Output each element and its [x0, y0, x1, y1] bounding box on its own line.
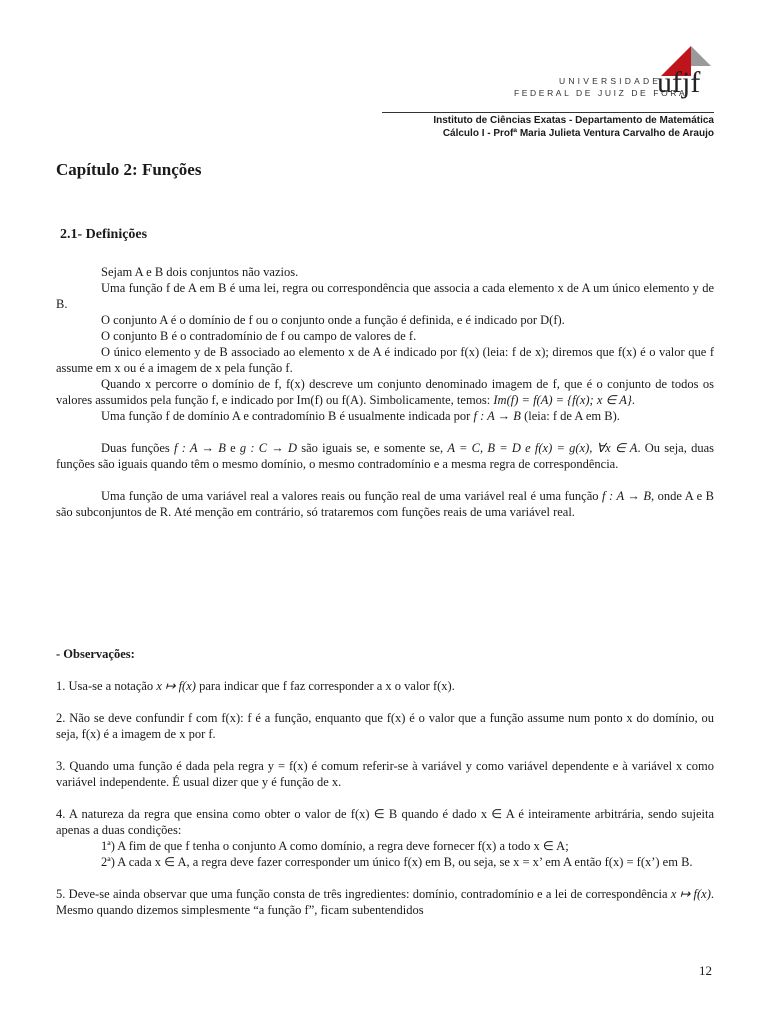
function-f-notation: f : A → B [174, 441, 226, 455]
logo-university-text: UNIVERSIDADE [559, 76, 662, 86]
image-formula: Im(f) = f(A) = {f(x); x ∈ A} [493, 393, 632, 407]
definition-paragraph: Duas funções f : A → B e g : C → D são iguais se, e somente se, A = C, B = D e f(x) = g(x), ∀x ∈ A. Ou seja, duas funções são iguais quando têm o mesmo domínio, o mesmo contradomínio e a mesma regra de correspondência. [56, 441, 714, 471]
header-info [433, 114, 714, 140]
definition-paragraph: Uma função f de A em B é uma lei, regra ou correspondência que associa a cada elemento x de A um único elemento y de B. [56, 281, 714, 311]
observation-item: 2. Não se deve confundir f com f(x): f é a função, enquanto que f(x) é o valor que a função assume num ponto x do domínio, ou seja, f(x) é a imagem de x por f. [56, 711, 714, 741]
definitions-text [56, 264, 714, 520]
university-logo [505, 44, 735, 104]
definition-paragraph: O único elemento y de B associado ao elemento x de A é indicado por f(x) (leia: f de x); diremos que f(x) é o valor que f assume em x ou é a imagem de x pela função f. [56, 345, 714, 375]
observation-condition: 2ª) A cada x ∈ A, a regra deve fazer corresponder um único f(x) em B, ou seja, se x = x’ em A então f(x) = f(x’) em B. [101, 855, 693, 869]
definition-paragraph: Uma função de uma variável real a valores reais ou função real de uma variável real é uma função f : A → B, onde A e B são subconjuntos de R. Até menção em contrário, só trataremos com funções reais de uma variável real. [56, 489, 714, 519]
logo-federal-text: FEDERAL DE JUIZ DE FORA [514, 88, 688, 98]
chapter-title: Capítulo 2: Funções [56, 160, 202, 179]
observation-item: 3. Quando uma função é dada pela regra y = f(x) é comum referir-se à variável y como variável dependente e à variável x como variável independente. É usual dizer que y é função de x. [56, 759, 714, 789]
definition-paragraph: Quando x percorre o domínio de f, f(x) descreve um conjunto denominado imagem de f, que é o conjunto de todos os valores assumidos pela função f, e indicado por Im(f) ou f(A). Simbolicamente, temos: Im(f) = f(A) = {f(x); x ∈ A}. [56, 377, 714, 407]
definition-paragraph: Sejam A e B dois conjuntos não vazios. [101, 265, 299, 279]
observation-condition: 1ª) A fim de que f tenha o conjunto A como domínio, a regra deve fornecer f(x) a todo x ∈ A; [101, 839, 569, 853]
observation-item: 4. A natureza da regra que ensina como obter o valor de f(x) ∈ B quando é dado x ∈ A é inteiramente arbitrária, sendo sujeita apenas a duas condições: [56, 807, 714, 837]
equality-condition: A = C, B = D e f(x) = g(x), ∀x ∈ A [447, 441, 638, 455]
definition-paragraph: Uma função f de domínio A e contradomínio B é usualmente indicada por f : A → B (leia: f de A em B). [101, 409, 620, 423]
definition-paragraph: O conjunto B é o contradomínio de f ou campo de valores de f. [101, 329, 417, 343]
mapping-notation: x ↦ f(x) [670, 887, 711, 901]
observation-item: 1. Usa-se a notação x ↦ f(x) para indicar que f faz corresponder a x o valor f(x). [56, 679, 455, 693]
header-divider [382, 112, 714, 113]
observations-title: - Observações: [56, 647, 135, 661]
page-number: 12 [699, 963, 712, 978]
logo-ufjf-text: ufjf [657, 66, 701, 99]
observation-item: 5. Deve-se ainda observar que uma função consta de três ingredientes: domínio, contradomínio e a lei de correspondência x ↦ f(x). Mesmo quando dizemos simplesmente “a função f”, ficam subentendidos [56, 887, 714, 917]
real-function-notation: f : A → B [602, 489, 651, 503]
course-line: Cálculo I - Profª Maria Julieta Ventura Carvalho de Araujo [442, 128, 714, 139]
ufjf-logo-icon [653, 44, 713, 102]
function-g-notation: g : C → D [239, 441, 298, 455]
mapping-notation: x ↦ f(x) [156, 679, 196, 693]
section-title: 2.1- Definições [60, 227, 148, 242]
observations-text [56, 646, 714, 918]
function-notation: f : A → B [473, 409, 521, 423]
institute-line: Instituto de Ciências Exatas - Departamento de Matemática [433, 115, 714, 126]
definition-paragraph: O conjunto A é o domínio de f ou o conjunto onde a função é definida, e é indicado por D(f). [101, 313, 565, 327]
